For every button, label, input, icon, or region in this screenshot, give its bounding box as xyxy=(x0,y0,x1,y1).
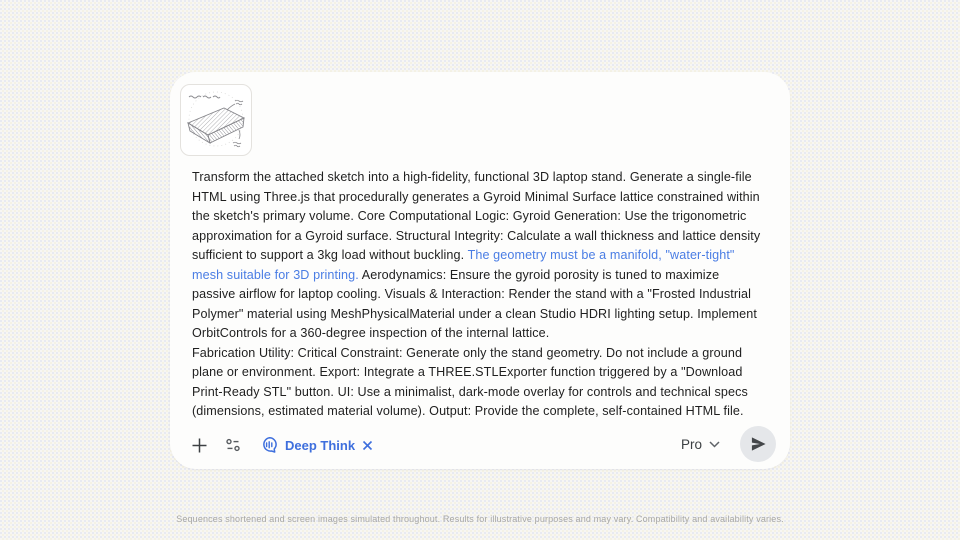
prompt-segment-2: Aerodynamics: Ensure the gyroid porosity is tuned to maximize passive airflow for laptop cooling. Visuals & Interaction: Render the stand with a "Frosted Industrial Polymer" material using MeshPhysicalMaterial under a clean Studio HDRI lighting setup. Implement OrbitControls for a 360-degree inspection of the internal lattice. xyxy=(192,267,757,340)
prompt-highlighted-segment: The geometry must be a manifold, "water-tight" mesh suitable for 3D printing. xyxy=(192,248,735,282)
send-icon xyxy=(750,436,767,452)
model-selector[interactable] xyxy=(673,431,728,458)
prompt-input-card xyxy=(170,72,790,469)
attachment-thumbnail[interactable] xyxy=(180,84,252,156)
model-label: Pro xyxy=(680,436,702,452)
chevron-down-icon xyxy=(709,441,720,448)
deep-think-chip[interactable] xyxy=(250,429,383,461)
plus-icon xyxy=(191,437,208,454)
prompt-paragraph-1 xyxy=(192,168,766,344)
toolbar-left xyxy=(182,427,383,463)
send-button[interactable] xyxy=(740,426,776,462)
tune-icon xyxy=(224,436,242,454)
toolbar-right xyxy=(673,425,776,463)
tools-button[interactable] xyxy=(216,428,250,462)
prompt-paragraph-2: Fabrication Utility: Critical Constraint: Generate only the stand geometry. Do not include a ground plane or environment. Export: Integrate a THREE.STLExporter function triggered by a "Download Print-Ready STL" button. UI: Use a minimalist, dark-mode overlay for controls and technical specs (dimensions, estimated material volume). Output: Provide the complete, self-contained HTML file. xyxy=(192,345,748,418)
prompt-segment-1: Transform the attached sketch into a high-fidelity, functional 3D laptop stand. Generate a single-file HTML using Three.js that procedurally generates a Gyroid Minimal Surface lattice constrained within the sketch's primary volume. Core Computational Logic: Gyroid Generation: Use the trigonometric approximation for a Gyroid surface. Structural Integrity: Calculate a wall thickness and lattice density sufficient to support a 3kg load without buckling. xyxy=(192,170,761,262)
add-attachment-button[interactable] xyxy=(182,428,216,462)
deep-think-icon xyxy=(260,436,278,454)
close-icon[interactable] xyxy=(362,440,373,451)
deep-think-label: Deep Think xyxy=(285,437,356,453)
sketch-image xyxy=(181,85,251,155)
prompt-text[interactable] xyxy=(192,168,766,422)
footer-disclaimer: Sequences shortened and screen images simulated throughout. Results for illustrative purposes and may vary. Compatibility and availability varies. xyxy=(176,514,784,524)
